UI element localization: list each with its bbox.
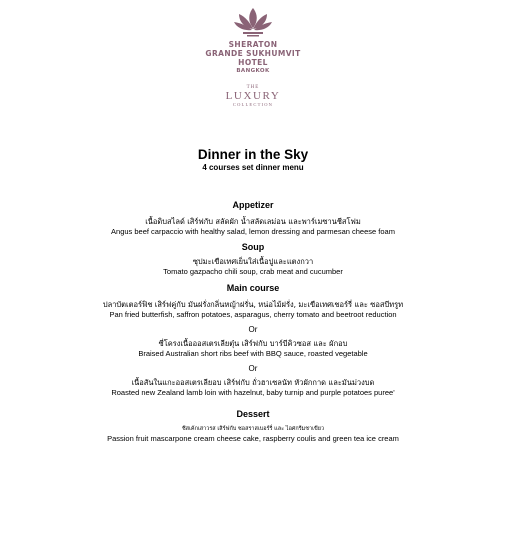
hotel-name <box>205 40 300 67</box>
hotel-logo <box>0 6 506 107</box>
hotel-name-line-3: HOTEL <box>238 58 268 67</box>
dessert-thai: ชีสเค้กเสาวรส เสิร์ฟกับ ซอสราสเบอร์รี่ และ ไอศกรีมชาเขียว <box>181 426 325 432</box>
hotel-name-line-1: SHERATON <box>228 40 278 49</box>
dessert-english: Passion fruit mascarpone cream cheese cake, raspberry coulis and green tea ice cream <box>107 434 399 443</box>
collection-label: COLLECTION <box>232 102 274 107</box>
collection-the: THE <box>246 85 260 90</box>
dinner-menu <box>0 147 506 444</box>
main-or-divider-2: Or <box>248 364 258 373</box>
main-option-1-english: Pan fried butterfish, saffron potatoes, asparagus, cherry tomato and beetroot reduction <box>109 310 397 319</box>
soup-english: Tomato gazpacho chili soup, crab meat and cucumber <box>163 267 343 276</box>
hotel-city: BANGKOK <box>236 68 270 74</box>
soup-section <box>0 242 506 277</box>
appetizer-thai: เนื้อดิบสไลด์ เสิร์ฟกับ สลัดผัก น้ำสลัดเลม่อน และพาร์เมซานชีสโฟม <box>145 217 361 226</box>
main-course-section <box>0 283 506 398</box>
dessert-section <box>0 409 506 444</box>
hotel-name-line-2: GRANDE SUKHUMVIT <box>205 49 301 58</box>
menu-subtitle: 4 courses set dinner menu <box>202 163 304 172</box>
main-or-divider-1: Or <box>248 325 258 334</box>
appetizer-heading: Appetizer <box>232 200 274 210</box>
soup-heading: Soup <box>241 242 265 252</box>
menu-title: Dinner in the Sky <box>197 147 309 162</box>
collection-luxury: LUXURY <box>225 90 281 102</box>
main-option-2-english: Braised Australian short ribs beef with BBQ sauce, roasted vegetable <box>138 349 368 358</box>
dessert-heading: Dessert <box>236 409 270 419</box>
appetizer-section <box>0 200 506 237</box>
main-course-heading: Main course <box>226 283 280 293</box>
lotus-icon <box>233 6 273 38</box>
soup-thai: ซุปมะเขือเทศเย็นใส่เนื้อปูและแตงกวา <box>192 257 314 266</box>
appetizer-english: Angus beef carpaccio with healthy salad, lemon dressing and parmesan cheese foam <box>111 227 395 236</box>
main-option-3-thai: เนื้อสันในแกะออสเตรเลียอบ เสิร์ฟกับ ถั่วฮาเซลนัท หัวผักกาด และมันม่วงบด <box>131 378 375 387</box>
main-option-1-thai: ปลาบัตเตอร์ฟิช เสิร์ฟคู่กับ มันฝรั่งกลิ่นหญ้าฝรั่น, หน่อไม้ฝรั่ง, มะเขือเทศเชอร์รี่ และ ซอสบีทรูท <box>102 300 404 309</box>
main-option-3-english: Roasted new Zealand lamb loin with hazelnut, baby turnip and purple potatoes puree' <box>111 388 395 397</box>
main-option-2-thai: ซี่โครงเนื้อออสเตรเลียตุ๋น เสิร์ฟกับ บาร์บีคิวซอส และ ผักอบ <box>158 339 348 348</box>
